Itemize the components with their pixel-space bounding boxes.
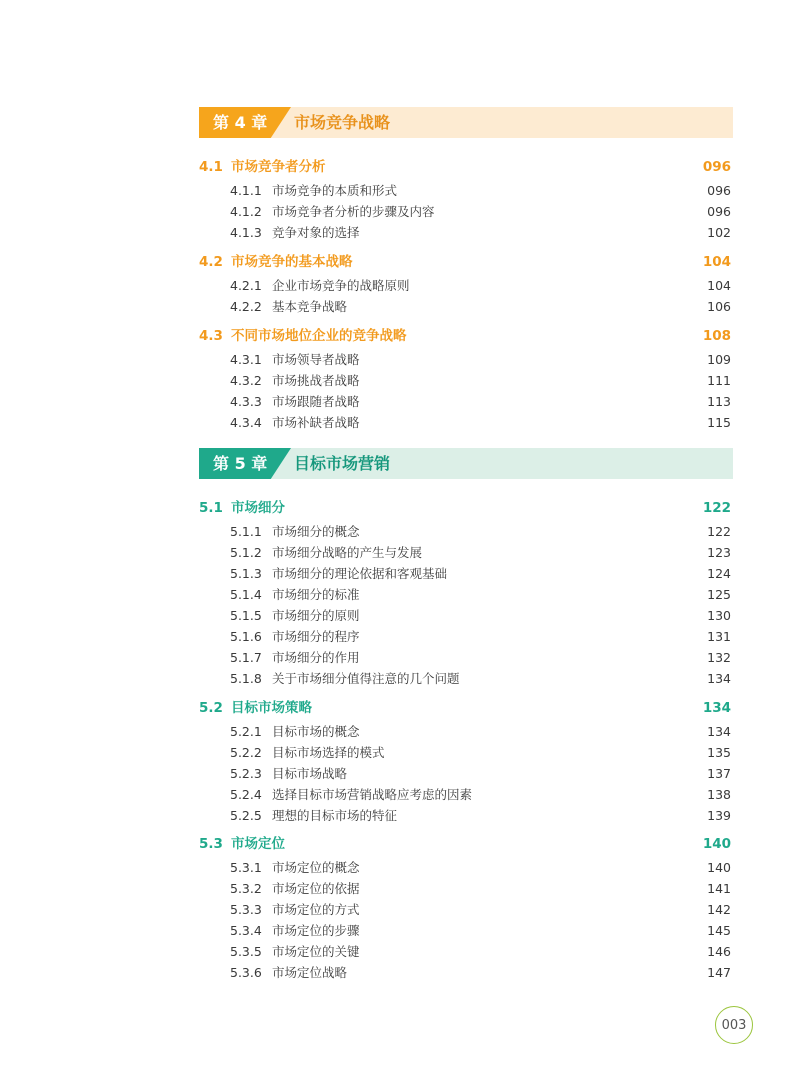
entry-page: 134 <box>707 724 731 739</box>
toc-entry[interactable] <box>199 181 731 201</box>
entry-code: 4.3.3 <box>230 394 262 409</box>
section-page: 104 <box>702 254 731 270</box>
entry-code: 5.3.6 <box>230 965 262 980</box>
entry-code: 5.3.5 <box>230 944 262 959</box>
entry-title: 市场细分战略的产生与发展 <box>272 545 423 560</box>
section-title: 市场细分 <box>231 500 285 516</box>
section-title: 不同市场地位企业的竞争战略 <box>231 328 407 344</box>
entry-title: 企业市场竞争的战略原则 <box>272 278 410 293</box>
entry-title: 竞争对象的选择 <box>272 225 360 240</box>
entry-page: 139 <box>707 808 731 823</box>
entry-code: 5.1.5 <box>230 608 262 623</box>
section-code: 4.3 <box>199 328 223 344</box>
toc-entry[interactable] <box>199 606 731 626</box>
section-code: 5.2 <box>199 700 223 716</box>
entry-page: 102 <box>707 225 731 240</box>
entry-title: 市场竞争者分析的步骤及内容 <box>272 204 435 219</box>
entry-page: 130 <box>707 608 731 623</box>
entry-page: 132 <box>707 650 731 665</box>
section-page: 140 <box>702 836 731 852</box>
entry-page: 096 <box>707 204 731 219</box>
entry-code: 5.2.1 <box>230 724 262 739</box>
entry-title: 市场细分的程序 <box>272 629 360 644</box>
entry-code: 4.3.4 <box>230 415 262 430</box>
entry-page: 140 <box>707 860 731 875</box>
toc-entry[interactable] <box>199 806 731 826</box>
entry-code: 4.1.1 <box>230 183 262 198</box>
entry-title: 市场细分的作用 <box>272 650 360 665</box>
toc-entry[interactable] <box>199 350 731 370</box>
entry-title: 市场定位的关键 <box>272 944 360 959</box>
chapter-4-header <box>199 107 733 138</box>
chapter-5-header <box>199 448 733 479</box>
toc-entry[interactable] <box>199 627 731 647</box>
section-code: 5.1 <box>199 500 223 516</box>
section-title: 市场定位 <box>231 836 285 852</box>
toc-entry[interactable] <box>199 202 731 222</box>
entry-title: 市场细分的原则 <box>272 608 360 623</box>
toc-entry[interactable] <box>199 942 731 962</box>
section-4-1[interactable] <box>199 157 731 177</box>
entry-code: 5.3.4 <box>230 923 262 938</box>
entry-code: 4.1.2 <box>230 204 262 219</box>
section-page: 134 <box>702 700 731 716</box>
entry-page: 142 <box>707 902 731 917</box>
entry-page: 115 <box>707 415 731 430</box>
entry-page: 134 <box>707 671 731 686</box>
page-number-badge: 003 <box>715 1006 753 1044</box>
entry-title: 目标市场选择的模式 <box>272 745 385 760</box>
entry-title: 市场挑战者战略 <box>272 373 360 388</box>
entry-code: 5.1.7 <box>230 650 262 665</box>
entry-page: 106 <box>707 299 731 314</box>
toc-entry[interactable] <box>199 392 731 412</box>
chapter-number: 第 5 章 <box>213 454 268 473</box>
entry-code: 5.1.3 <box>230 566 262 581</box>
section-4-3[interactable] <box>199 326 731 346</box>
section-5-3[interactable] <box>199 834 731 854</box>
toc-entry[interactable] <box>199 543 731 563</box>
entry-code: 5.2.4 <box>230 787 262 802</box>
section-4-2[interactable] <box>199 252 731 272</box>
toc-entry[interactable] <box>199 371 731 391</box>
entry-title: 市场定位的概念 <box>272 860 360 875</box>
entry-page: 113 <box>707 394 731 409</box>
entry-code: 5.1.1 <box>230 524 262 539</box>
entry-page: 137 <box>707 766 731 781</box>
toc-entry[interactable] <box>199 585 731 605</box>
section-page: 096 <box>702 159 731 175</box>
entry-page: 138 <box>707 787 731 802</box>
entry-title: 市场定位的方式 <box>272 902 360 917</box>
entry-title: 选择目标市场营销战略应考虑的因素 <box>272 787 473 802</box>
entry-page: 123 <box>707 545 731 560</box>
section-page: 108 <box>702 328 731 344</box>
section-page: 122 <box>702 500 731 516</box>
toc-entry[interactable] <box>199 648 731 668</box>
entry-code: 5.1.2 <box>230 545 262 560</box>
toc-entry[interactable] <box>199 858 731 878</box>
toc-entry[interactable] <box>199 921 731 941</box>
entry-code: 5.3.1 <box>230 860 262 875</box>
toc-entry[interactable] <box>199 900 731 920</box>
chapter-title: 目标市场营销 <box>294 454 391 473</box>
entry-page: 122 <box>707 524 731 539</box>
entry-code: 5.2.5 <box>230 808 262 823</box>
entry-page: 109 <box>707 352 731 367</box>
entry-code: 5.2.3 <box>230 766 262 781</box>
entry-code: 5.1.4 <box>230 587 262 602</box>
entry-page: 096 <box>707 183 731 198</box>
entry-title: 市场竞争的本质和形式 <box>272 183 398 198</box>
toc-entry[interactable] <box>199 522 731 542</box>
entry-page: 124 <box>707 566 731 581</box>
entry-code: 4.3.2 <box>230 373 262 388</box>
section-title: 市场竞争者分析 <box>231 159 326 175</box>
entry-code: 5.2.2 <box>230 745 262 760</box>
entry-title: 市场跟随者战略 <box>272 394 360 409</box>
toc-entry[interactable] <box>199 669 731 689</box>
section-title: 目标市场策略 <box>231 700 312 716</box>
chapter-title: 市场竞争战略 <box>294 113 391 132</box>
toc-entry[interactable] <box>199 297 731 317</box>
toc-entry[interactable] <box>199 413 731 433</box>
entry-title: 市场补缺者战略 <box>272 415 360 430</box>
entry-page: 145 <box>707 923 731 938</box>
toc-entry[interactable] <box>199 879 731 899</box>
toc-entry[interactable] <box>199 722 731 742</box>
entry-page: 141 <box>707 881 731 896</box>
section-code: 4.2 <box>199 254 223 270</box>
entry-code: 4.1.3 <box>230 225 262 240</box>
chapter-number: 第 4 章 <box>213 113 268 132</box>
entry-code: 5.1.6 <box>230 629 262 644</box>
section-code: 5.3 <box>199 836 223 852</box>
toc-entry[interactable] <box>199 764 731 784</box>
entry-page: 125 <box>707 587 731 602</box>
entry-page: 111 <box>707 373 731 388</box>
entry-title: 关于市场细分值得注意的几个问题 <box>272 671 460 686</box>
entry-title: 目标市场战略 <box>272 766 348 781</box>
entry-title: 市场细分的标准 <box>272 587 360 602</box>
entry-title: 市场定位的依据 <box>272 881 360 896</box>
toc-entry[interactable] <box>199 223 731 243</box>
entry-title: 基本竞争战略 <box>272 299 348 314</box>
entry-code: 5.1.8 <box>230 671 262 686</box>
entry-page: 146 <box>707 944 731 959</box>
entry-title: 目标市场的概念 <box>272 724 360 739</box>
toc-entry[interactable] <box>199 785 731 805</box>
section-code: 4.1 <box>199 159 223 175</box>
entry-page: 131 <box>707 629 731 644</box>
entry-page: 135 <box>707 745 731 760</box>
entry-title: 市场领导者战略 <box>272 352 360 367</box>
entry-title: 市场定位战略 <box>272 965 348 980</box>
entry-title: 市场细分的概念 <box>272 524 360 539</box>
entry-code: 4.2.2 <box>230 299 262 314</box>
entry-code: 5.3.3 <box>230 902 262 917</box>
toc-entry[interactable] <box>199 963 731 983</box>
section-5-1[interactable] <box>199 498 731 518</box>
entry-title: 市场定位的步骤 <box>272 923 360 938</box>
section-title: 市场竞争的基本战略 <box>231 254 353 270</box>
entry-code: 4.3.1 <box>230 352 262 367</box>
section-5-2[interactable] <box>199 698 731 718</box>
entry-page: 147 <box>707 965 731 980</box>
entry-title: 理想的目标市场的特征 <box>272 808 398 823</box>
entry-title: 市场细分的理论依据和客观基础 <box>272 566 448 581</box>
toc-entry[interactable] <box>199 564 731 584</box>
entry-code: 4.2.1 <box>230 278 262 293</box>
toc-entry[interactable] <box>199 276 731 296</box>
entry-page: 104 <box>707 278 731 293</box>
toc-entry[interactable] <box>199 743 731 763</box>
entry-code: 5.3.2 <box>230 881 262 896</box>
